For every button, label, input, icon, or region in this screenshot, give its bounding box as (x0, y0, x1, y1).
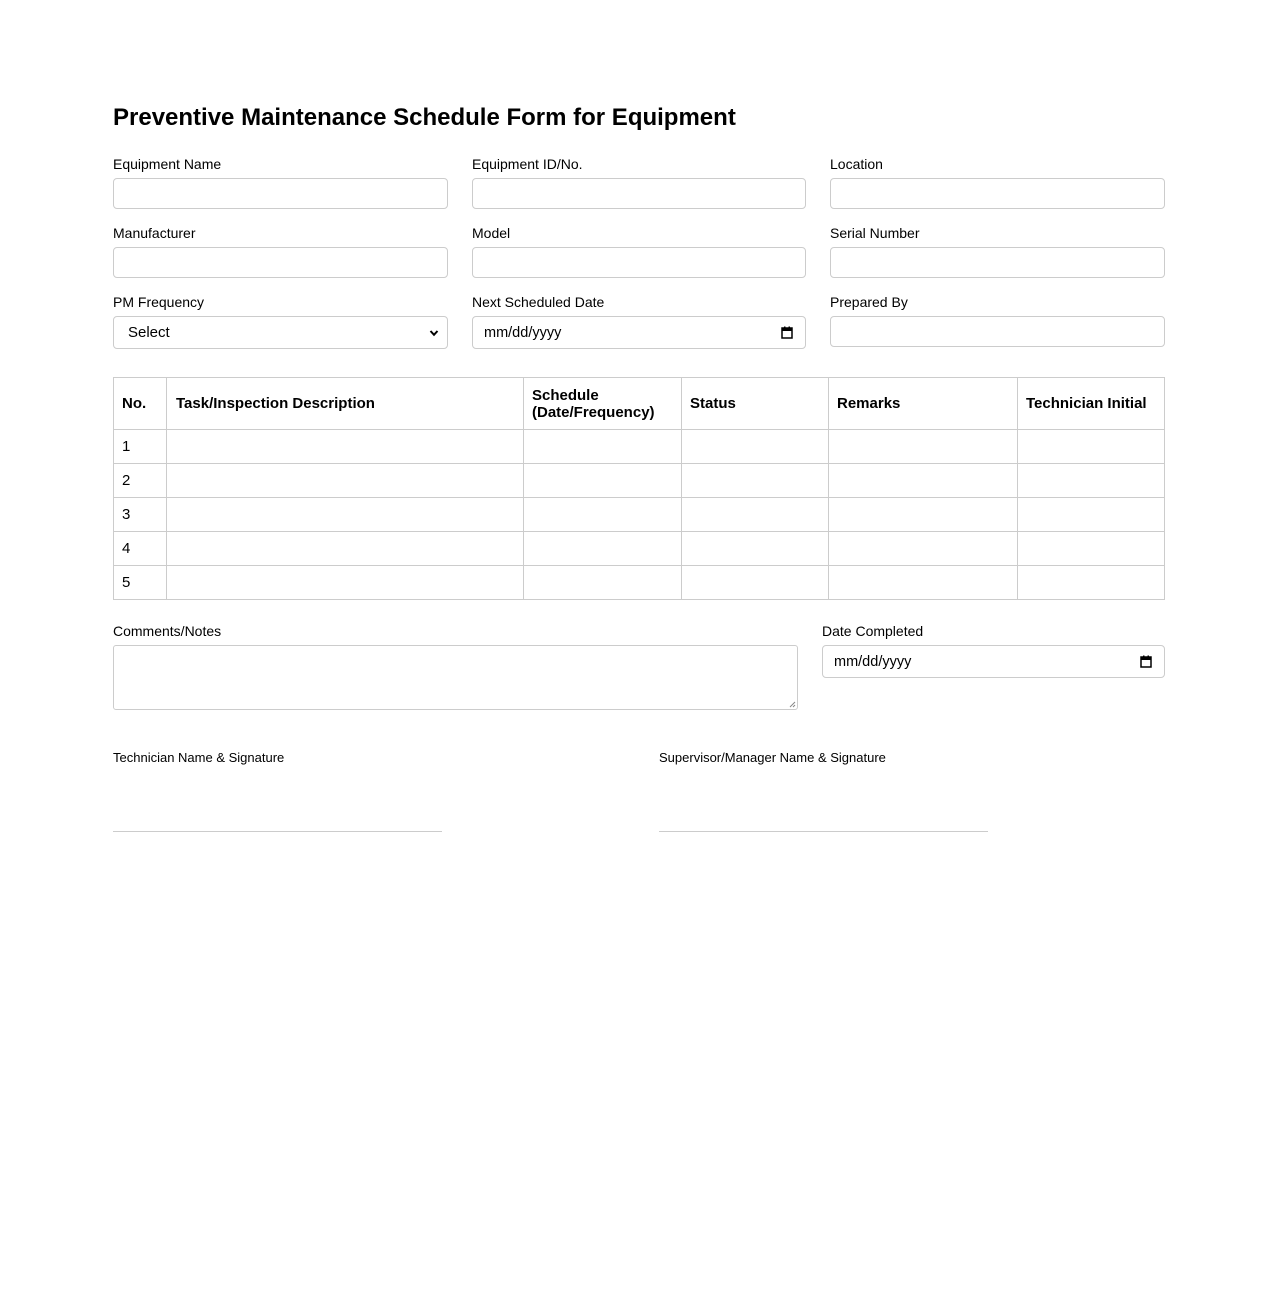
cell-schedule[interactable] (524, 532, 682, 566)
cell-initial[interactable] (1018, 532, 1165, 566)
cell-status[interactable] (682, 498, 829, 532)
header-remarks: Remarks (829, 378, 1018, 430)
table-row (114, 430, 1165, 464)
manufacturer-label: Manufacturer (113, 225, 196, 241)
prepared-by-input[interactable] (830, 316, 1165, 347)
cell-status[interactable] (682, 464, 829, 498)
cell-task[interactable] (167, 532, 524, 566)
technician-signature-block (113, 750, 442, 765)
model-input[interactable] (472, 247, 806, 278)
cell-task[interactable] (167, 498, 524, 532)
cell-schedule[interactable] (524, 430, 682, 464)
next-scheduled-date-group (472, 294, 806, 349)
location-input[interactable] (830, 178, 1165, 209)
cell-remarks[interactable] (829, 464, 1018, 498)
cell-no: 3 (114, 498, 167, 532)
supervisor-signature-line[interactable] (659, 831, 988, 832)
supervisor-signature-label: Supervisor/Manager Name & Signature (659, 750, 886, 765)
serial-number-input[interactable] (830, 247, 1165, 278)
cell-status[interactable] (682, 430, 829, 464)
next-scheduled-date-placeholder: mm/dd/yyyy (484, 324, 562, 341)
header-schedule-line1: Schedule (532, 386, 599, 404)
date-completed-label: Date Completed (822, 623, 924, 639)
table-row (114, 566, 1165, 600)
task-table (113, 377, 1165, 600)
date-completed-group (822, 623, 1165, 678)
manufacturer-group (113, 225, 448, 278)
comments-label: Comments/Notes (113, 623, 222, 639)
resize-grip-icon[interactable] (788, 700, 796, 708)
table-row (114, 498, 1165, 532)
supervisor-signature-block (659, 750, 988, 765)
pm-frequency-group (113, 294, 448, 349)
prepared-by-label: Prepared By (830, 294, 908, 310)
cell-schedule[interactable] (524, 464, 682, 498)
calendar-icon[interactable] (1140, 655, 1152, 668)
cell-remarks[interactable] (829, 498, 1018, 532)
equipment-id-group (472, 156, 806, 209)
technician-signature-line[interactable] (113, 831, 442, 832)
prepared-by-group (830, 294, 1165, 347)
model-label: Model (472, 225, 511, 241)
comments-group (113, 623, 798, 710)
cell-schedule[interactable] (524, 566, 682, 600)
header-schedule-line2: (Date/Frequency) (532, 403, 655, 421)
date-completed-placeholder: mm/dd/yyyy (834, 653, 912, 670)
serial-number-label: Serial Number (830, 225, 920, 241)
header-status: Status (682, 378, 829, 430)
location-label: Location (830, 156, 883, 172)
table-row (114, 532, 1165, 566)
cell-no: 2 (114, 464, 167, 498)
cell-no: 1 (114, 430, 167, 464)
date-completed-input[interactable] (822, 645, 1165, 678)
chevron-down-icon (429, 328, 439, 338)
equipment-id-input[interactable] (472, 178, 806, 209)
technician-signature-label: Technician Name & Signature (113, 750, 285, 765)
next-scheduled-date-input[interactable] (472, 316, 806, 349)
manufacturer-input[interactable] (113, 247, 448, 278)
table-header-row (114, 378, 1165, 430)
equipment-name-input[interactable] (113, 178, 448, 209)
cell-task[interactable] (167, 430, 524, 464)
header-task: Task/Inspection Description (167, 378, 524, 430)
next-scheduled-date-label: Next Scheduled Date (472, 294, 605, 310)
cell-remarks[interactable] (829, 532, 1018, 566)
pm-frequency-label: PM Frequency (113, 294, 205, 310)
equipment-id-label: Equipment ID/No. (472, 156, 583, 172)
cell-schedule[interactable] (524, 498, 682, 532)
equipment-name-label: Equipment Name (113, 156, 222, 172)
serial-number-group (830, 225, 1165, 278)
cell-task[interactable] (167, 464, 524, 498)
cell-initial[interactable] (1018, 430, 1165, 464)
cell-initial[interactable] (1018, 566, 1165, 600)
cell-remarks[interactable] (829, 566, 1018, 600)
header-technician-initial: Technician Initial (1018, 378, 1165, 430)
calendar-icon[interactable] (781, 326, 793, 339)
page-title: Preventive Maintenance Schedule Form for Equipment (113, 104, 736, 131)
pm-frequency-selected: Select (128, 324, 170, 341)
equipment-name-group (113, 156, 448, 209)
cell-no: 5 (114, 566, 167, 600)
cell-no: 4 (114, 532, 167, 566)
table-row (114, 464, 1165, 498)
cell-status[interactable] (682, 532, 829, 566)
header-no: No. (114, 378, 167, 430)
header-schedule (524, 378, 682, 430)
cell-task[interactable] (167, 566, 524, 600)
location-group (830, 156, 1165, 209)
cell-remarks[interactable] (829, 430, 1018, 464)
cell-status[interactable] (682, 566, 829, 600)
cell-initial[interactable] (1018, 464, 1165, 498)
pm-frequency-select[interactable] (113, 316, 448, 349)
model-group (472, 225, 806, 278)
comments-textarea[interactable] (113, 645, 798, 710)
cell-initial[interactable] (1018, 498, 1165, 532)
